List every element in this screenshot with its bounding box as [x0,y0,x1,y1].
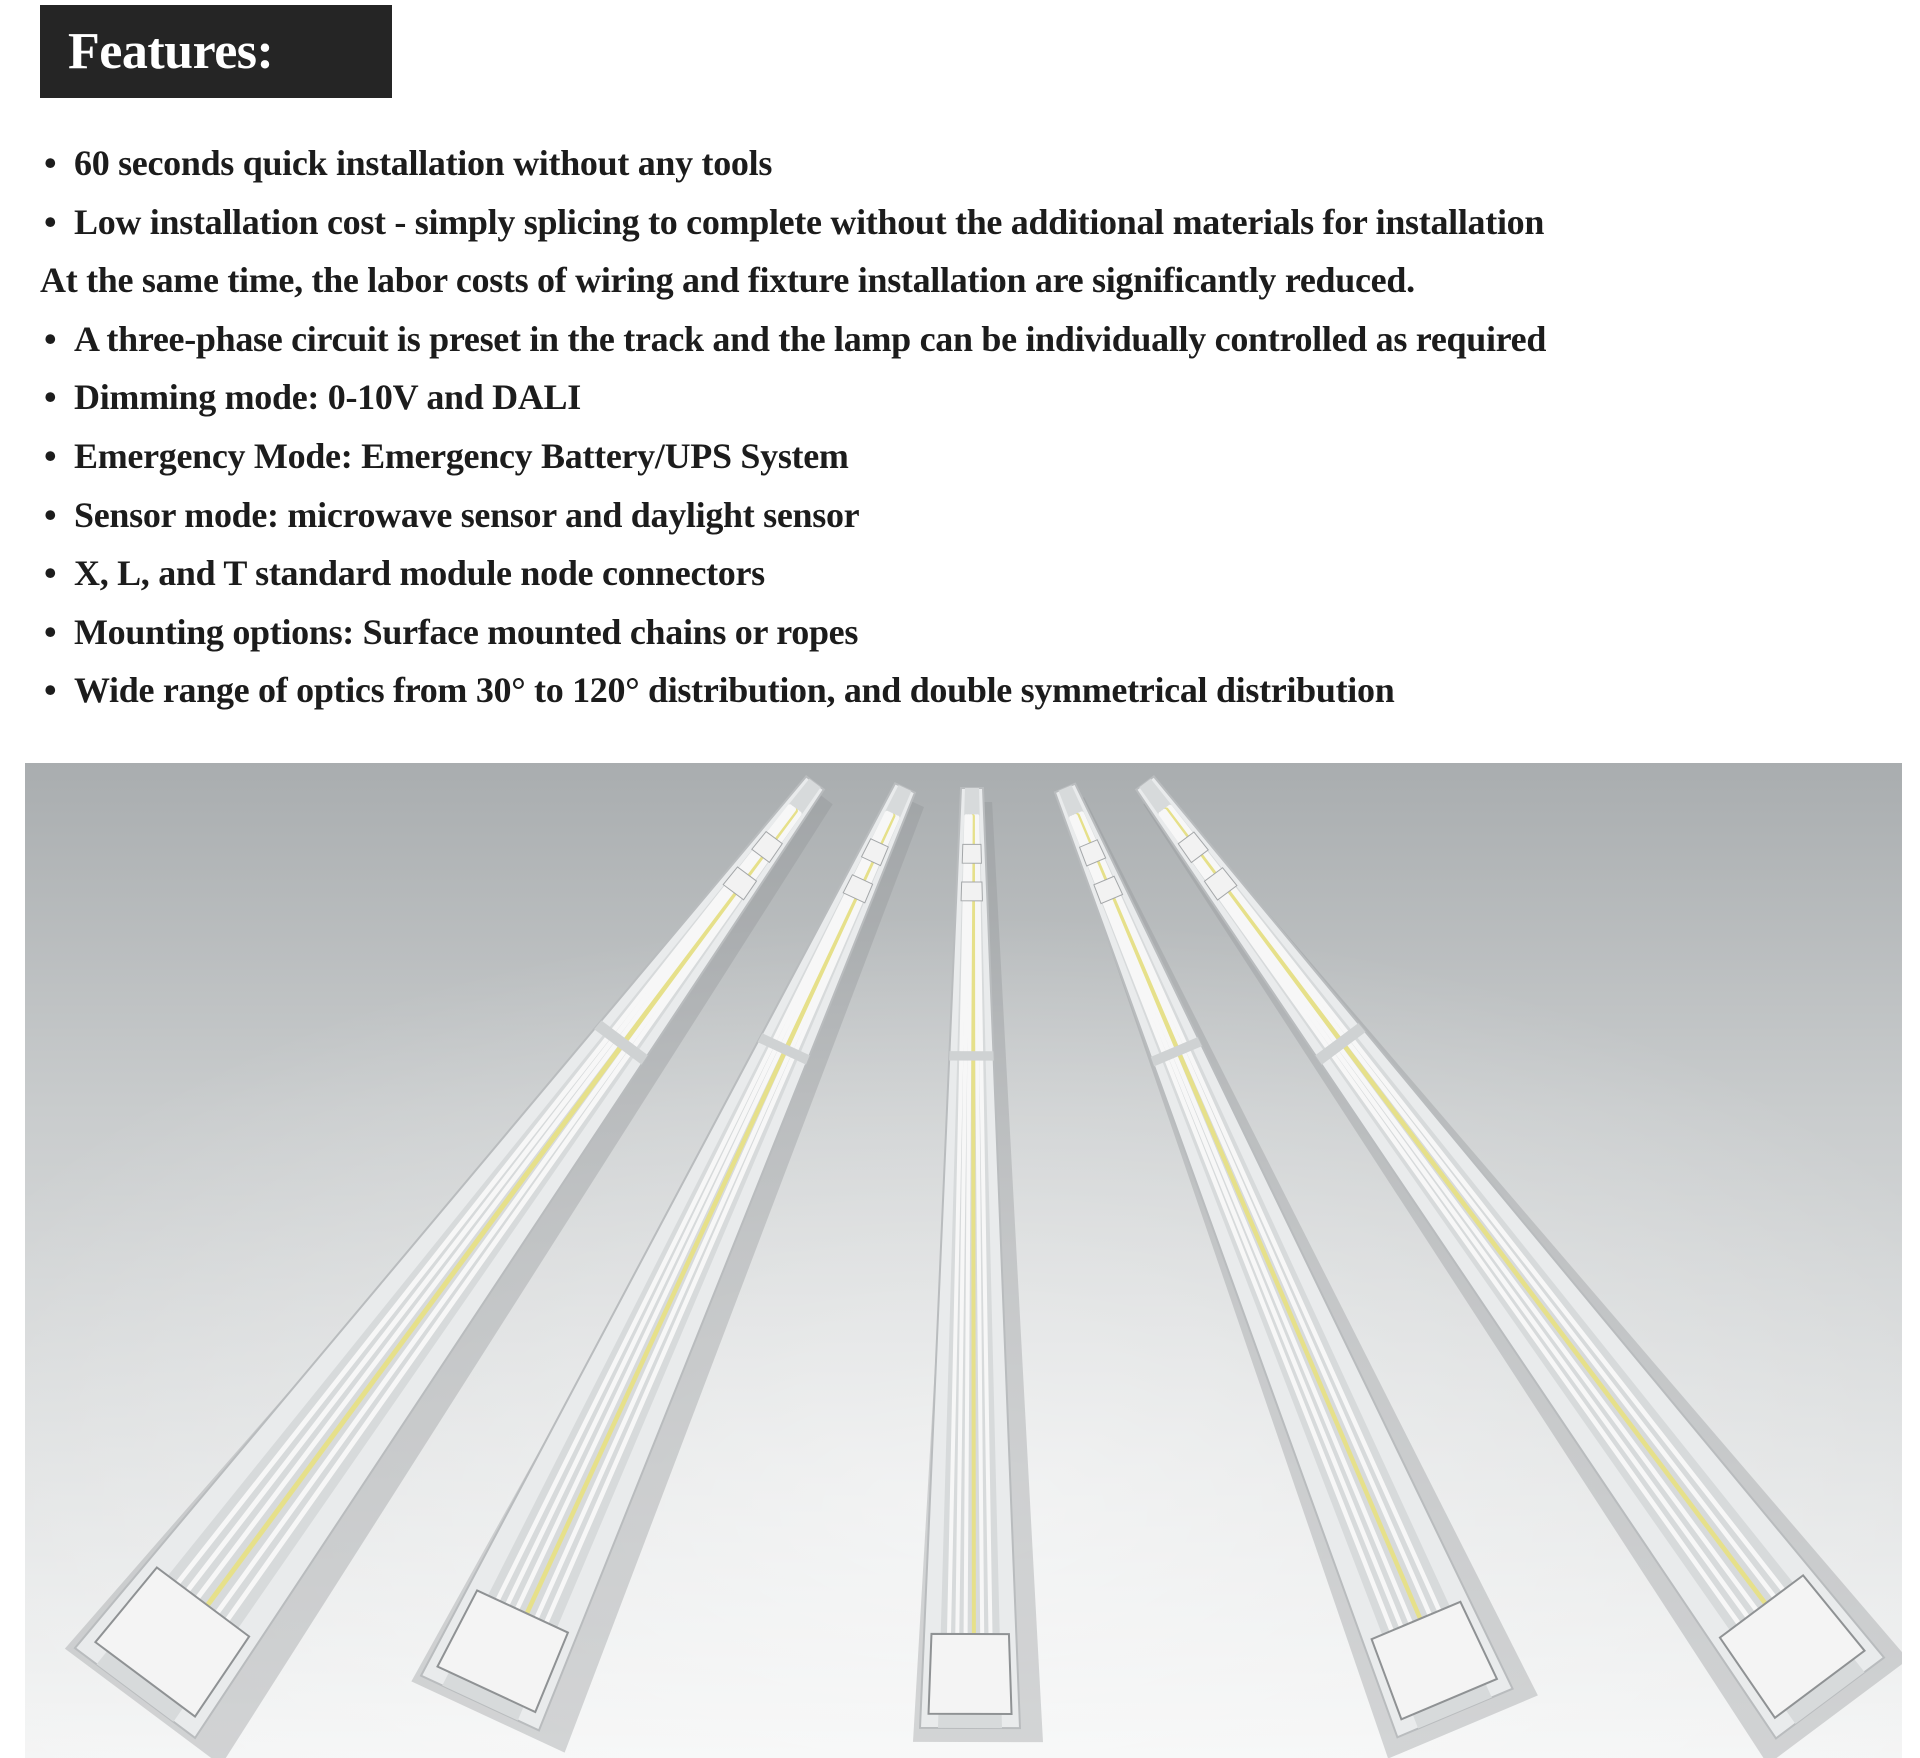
feature-item [40,486,1880,545]
rail-clip [949,1051,994,1060]
feature-text: Emergency Mode: Emergency Battery/UPS System [74,435,849,476]
feature-item [40,134,1880,193]
feature-text: Sensor mode: microwave sensor and daylight sensor [74,494,860,535]
node-connector [962,844,981,863]
features-heading: Features: [68,23,274,80]
features-heading-block [40,5,392,98]
bullet-icon: • [44,318,57,359]
bullet-icon: • [44,553,57,594]
feature-text: Mounting options: Surface mounted chains or ropes [74,611,859,652]
bullet-icon: • [44,611,57,652]
bullet-icon: • [44,143,57,183]
feature-item [40,603,1880,662]
feature-text: At the same time, the labor costs of wiring and fixture installation are significantly reduced. [40,260,1415,301]
feature-text: A three-phase circuit is preset in the track and the lamp can be individually controlled as required [74,318,1547,359]
feature-item [40,368,1880,427]
node-connector [961,882,982,901]
bullet-icon: • [44,201,57,242]
feature-continuation [40,251,1880,310]
feature-text: Dimming mode: 0-10V and DALI [74,377,581,418]
feature-item [40,193,1880,252]
feature-item [40,544,1880,603]
bullet-icon: • [44,670,57,711]
feature-text: 60 seconds quick installation without any tools [74,143,773,183]
track-rails-photo [25,763,1902,1758]
feature-text: Wide range of optics from 30° to 120° distribution, and double symmetrical distribution [74,670,1395,711]
feature-item [40,310,1880,369]
feature-list [40,134,1880,720]
bullet-icon: • [44,435,57,476]
feature-item [40,427,1880,486]
end-connector [929,1634,1012,1714]
bullet-icon: • [44,377,57,418]
yellow-wire [973,816,974,1700]
feature-text: Low installation cost - simply splicing to complete without the additional materials for installation [74,201,1545,242]
bullet-icon: • [44,494,57,535]
feature-item [40,661,1880,720]
feature-text: X, L, and T standard module node connectors [74,553,765,594]
track-rails-illustration [25,763,1902,1758]
